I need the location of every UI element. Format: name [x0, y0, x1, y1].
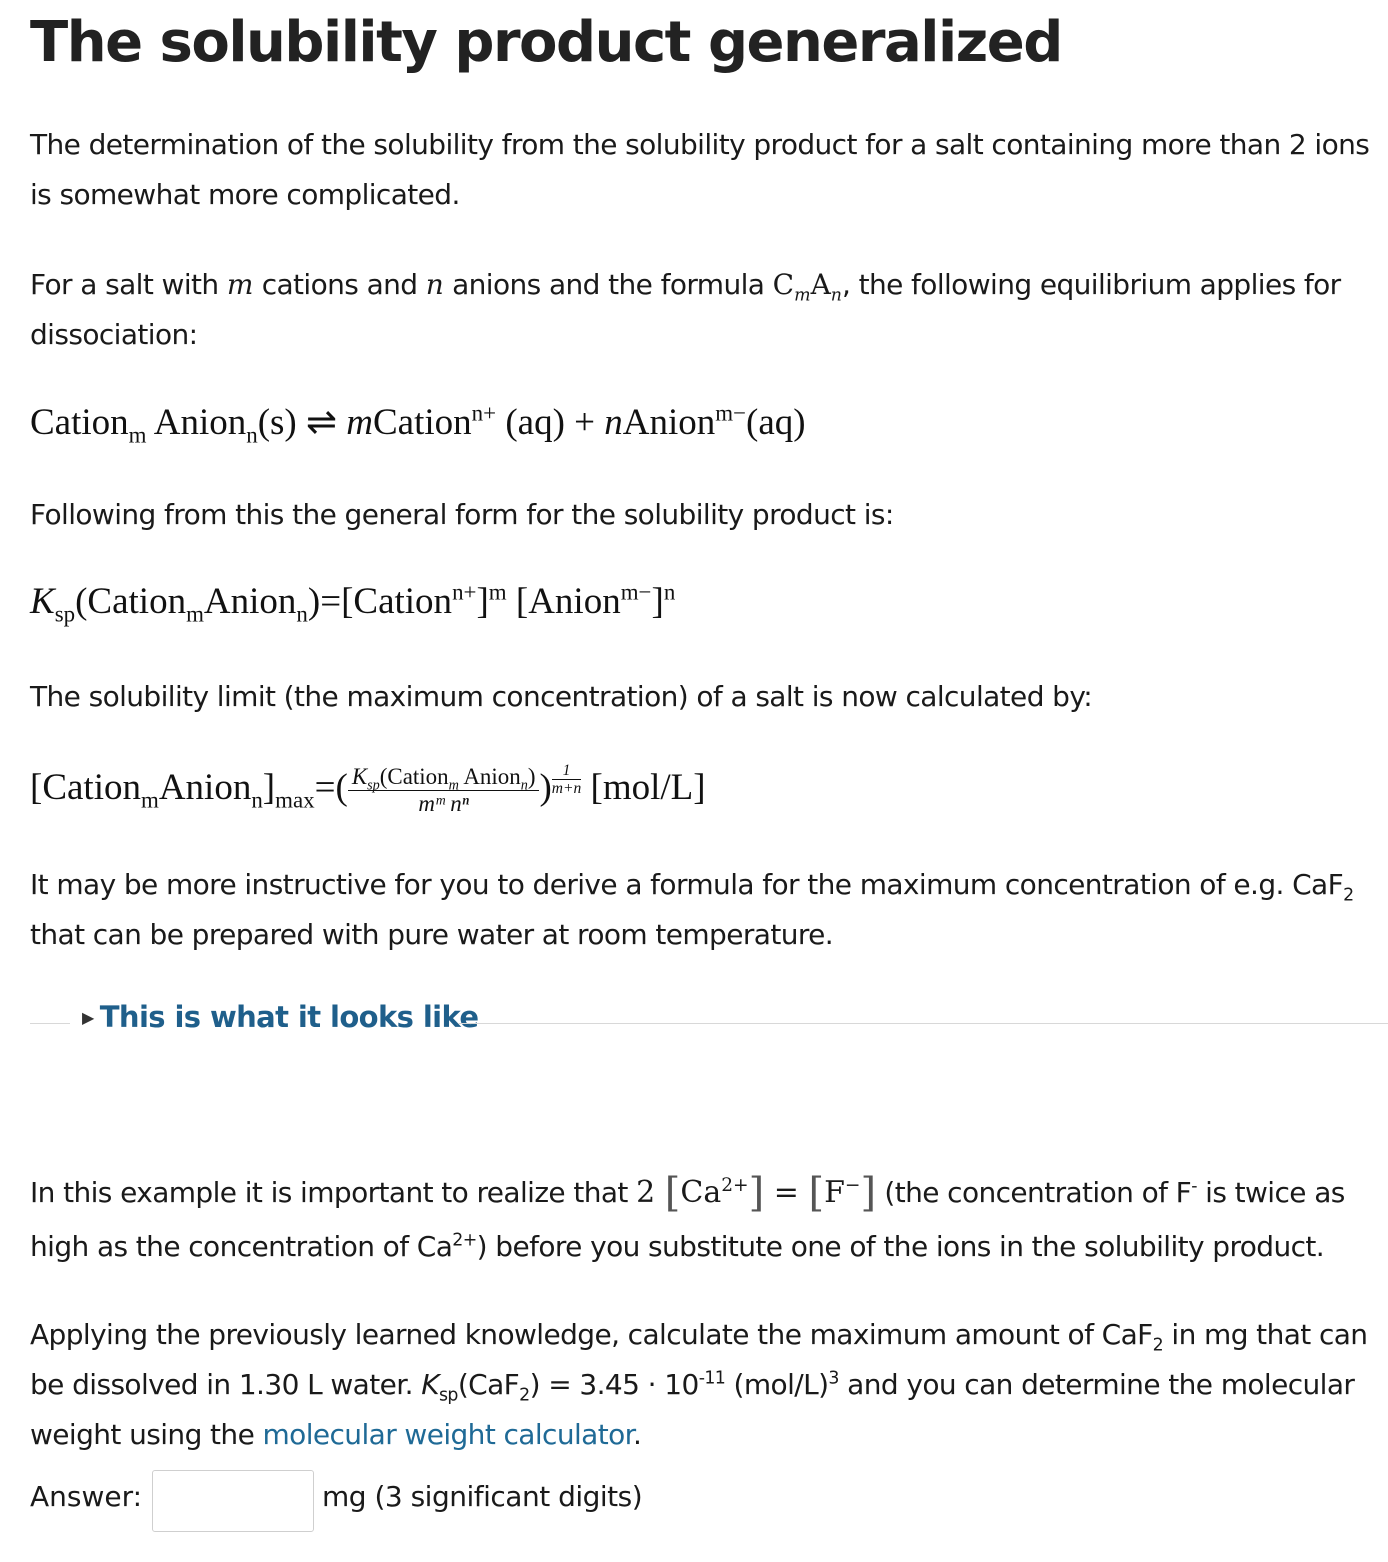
answer-input[interactable] [152, 1470, 314, 1532]
formula-cm-an: $C_mA_n$ [772, 268, 842, 306]
instructive-paragraph: It may be more instructive for you to derive a formula for the maximum concentration of e.g. CaF$_2$ that can be prepared with pure water at room temperature. [30, 868, 1354, 951]
exponent-fraction: $\frac{1}{m+n}$ [551, 762, 582, 798]
question-paragraph: Applying the previously learned knowledge, calculate the maximum amount of CaF$_2$ in mg that can be dissolved in 1.30 L water. $K_{sp}(CaF_2) = 3.45 \cdot 10^{-11}$ $(mol/L)^3$ and you can determine the molecular weight using the molecular weight calculator. [30, 1318, 1368, 1451]
limit-paragraph: The solubility limit (the maximum concentration) of a salt is now calculated by: [30, 680, 1093, 713]
max-concentration-equation: $[Cation_mAnion_n]_{max}=$( $\frac{K_{sp}(Cation_m Anion_n)}{\text{mᵐ nⁿ}}$ ) $\frac{1}{m+n} [mol/L]$ [30, 762, 706, 817]
answer-label: Answer: [30, 1480, 143, 1513]
equilibrium-equation: Cation$_m$ Anion$_n$(s) ⇌ mCation$^{n+}$ (aq) + nAnion$^{m-}$(aq) [30, 400, 806, 448]
disclosure-triangle-icon: ▶ [82, 1008, 94, 1027]
equilibrium-arrow: ⇌ [306, 402, 338, 443]
details-summary[interactable]: ▶ This is what it looks like [82, 1000, 479, 1034]
divider-right [458, 1023, 1388, 1024]
example-paragraph: In this example it is important to realize that 2 $[Ca^{2+}] = [F^-]$ (the concentration of F- is twice as high as the concentration of $Ca^{2+}$) before you substitute one of the ions in the solubility product. [30, 1170, 1345, 1263]
intro-paragraph: The determination of the solubility from the solubility product for a salt containing more than 2 ions is somewhat more complicated. [30, 128, 1370, 211]
details-toggle[interactable] [30, 1000, 1388, 1046]
ksp-equation: $K_{sp}(Cation_mAnion_n)=[Cation^{n+}]^m$ [Anion$^{m-}$]$^n$ [30, 579, 676, 627]
ksp-fraction: $\frac{K_{sp}(Cation_m Anion_n)}{\text{mᵐ nⁿ}}$ [348, 764, 540, 817]
molecular-weight-calculator-link[interactable]: molecular weight calculator [262, 1418, 633, 1451]
divider-left [30, 1023, 70, 1024]
general-form-paragraph: Following from this the general form for the solubility product is: [30, 498, 894, 531]
page-title: The solubility product generalized [30, 10, 1062, 75]
salt-paragraph: For a salt with m cations and n anions and the formula $C_mA_n$, the following equilibrium applies for dissociation: [30, 268, 1341, 351]
answer-unit: mg (3 significant digits) [322, 1480, 643, 1513]
